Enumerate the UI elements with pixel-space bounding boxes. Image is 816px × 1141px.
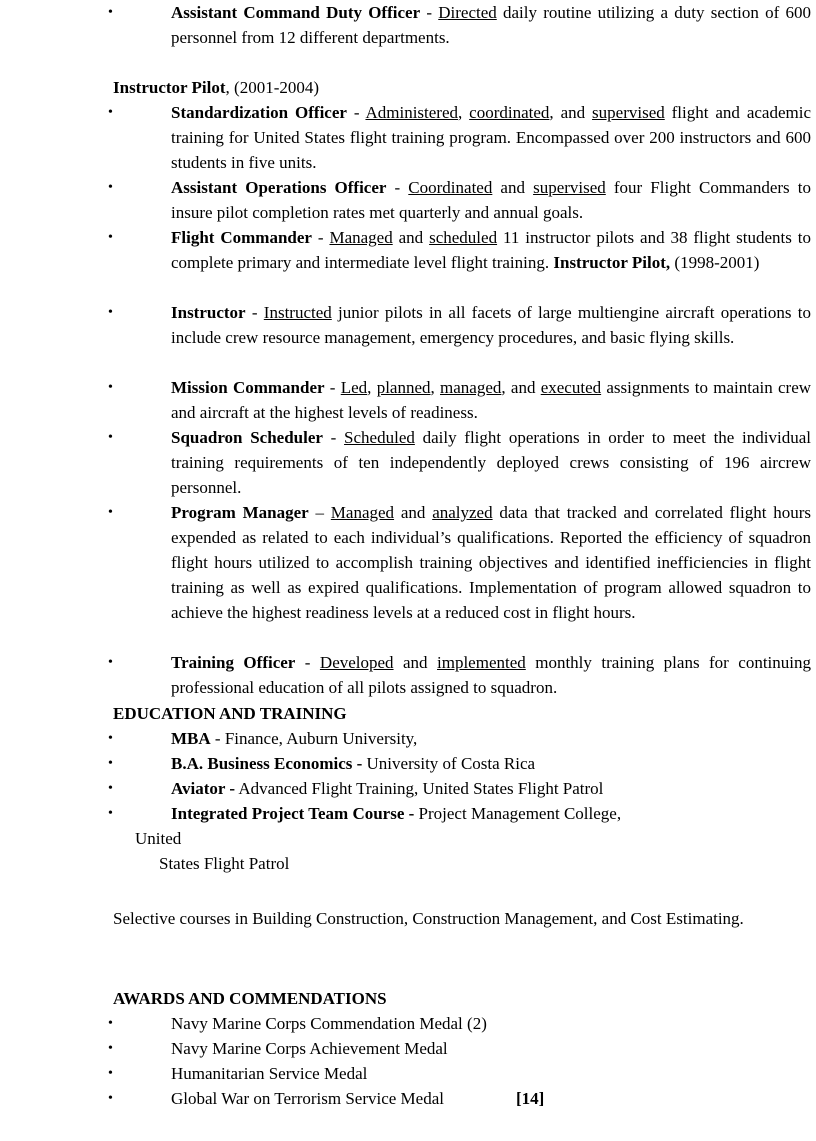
item-title: Mission Commander	[171, 378, 325, 397]
bullet: •	[108, 1041, 113, 1056]
action-verb: Developed	[319, 653, 394, 672]
page-number: [14]	[516, 1089, 545, 1108]
separator: -	[346, 103, 366, 122]
separator: -	[245, 303, 264, 322]
item-title: Squadron Scheduler	[171, 428, 323, 447]
role-heading	[113, 75, 319, 100]
item-title: Assistant Operations Officer	[171, 178, 387, 197]
bullet: •	[108, 105, 113, 120]
item-text	[171, 425, 811, 500]
inline-role-title: Instructor Pilot,	[553, 253, 671, 272]
action-verb: Administered	[365, 103, 459, 122]
action-verb: planned	[376, 378, 431, 397]
bullet: •	[108, 1066, 113, 1081]
connector: , and	[501, 378, 541, 397]
action-verb: supervised	[533, 178, 606, 197]
connector: , and	[549, 103, 593, 122]
item-text	[171, 100, 811, 175]
item-text	[171, 0, 811, 50]
separator: -	[386, 178, 409, 197]
item-title: Instructor	[171, 303, 246, 322]
item-description: assignments to maintain crew and aircraft at the highest levels of readiness.	[171, 378, 812, 422]
action-verb: implemented	[437, 653, 526, 672]
award-name: Navy Marine Corps Achievement Medal	[171, 1039, 448, 1058]
award-name: Humanitarian Service Medal	[171, 1064, 368, 1083]
item-text	[171, 801, 811, 826]
degree-detail: Advanced Flight Training, United States Flight Patrol	[235, 779, 604, 798]
separator: -	[420, 3, 439, 22]
item-text	[171, 650, 811, 700]
action-verb: Scheduled	[344, 428, 415, 447]
item-description: junior pilots in all facets of large multiengine aircraft operations to include crew resource management, emergency procedures, and basic flying skills.	[171, 303, 811, 347]
courses-paragraph: Selective courses in Building Construction, Construction Management, and Cost Estimating.	[113, 909, 744, 928]
degree-detail: - Finance, Auburn University,	[210, 729, 418, 748]
wrapped-text-line: States Flight Patrol	[159, 854, 290, 873]
connector: and	[393, 653, 438, 672]
connector: ,	[367, 378, 377, 397]
item-title: Flight Commander	[171, 228, 312, 247]
item-description: daily flight operations in order to meet the individual training requirements of ten independently deployed crews consisting of 196 aircrew personnel.	[171, 428, 811, 497]
connector: ,	[430, 378, 441, 397]
action-verb: executed	[540, 378, 602, 397]
separator: -	[324, 378, 341, 397]
item-description: 11 instructor pilots and 38 flight students to complete primary and intermediate level flight training.	[171, 228, 811, 272]
bullet: •	[108, 1091, 113, 1106]
item-title: Standardization Officer	[171, 103, 347, 122]
action-verb: managed	[440, 378, 502, 397]
bullet: •	[108, 5, 113, 20]
action-verb: Managed	[329, 228, 393, 247]
item-text	[171, 776, 811, 801]
separator: -	[322, 428, 345, 447]
bullet: •	[108, 655, 113, 670]
degree-title: B.A. Business Economics -	[171, 754, 363, 773]
item-text	[171, 375, 811, 425]
item-text	[171, 500, 811, 625]
item-text	[171, 751, 811, 776]
separator: –	[308, 503, 331, 522]
section-heading-education: EDUCATION AND TRAINING	[113, 704, 347, 723]
item-title: Assistant Command Duty Officer	[171, 3, 421, 22]
item-text	[171, 225, 811, 275]
bullet: •	[108, 806, 113, 821]
item-text	[171, 726, 811, 751]
action-verb: Coordinated	[408, 178, 493, 197]
action-verb: Instructed	[263, 303, 332, 322]
action-verb: Directed	[438, 3, 497, 22]
item-description: four Flight Commanders to insure pilot completion rates met quarterly and annual goals.	[171, 178, 811, 222]
action-verb: coordinated	[469, 103, 550, 122]
bullet: •	[108, 305, 113, 320]
bullet: •	[108, 781, 113, 796]
connector: ,	[458, 103, 470, 122]
item-text	[171, 175, 811, 225]
bullet: •	[108, 230, 113, 245]
degree-detail: Project Management College,	[414, 804, 622, 823]
degree-title: MBA	[171, 729, 211, 748]
bullet: •	[108, 505, 113, 520]
bullet: •	[108, 1016, 113, 1031]
bullet: •	[108, 180, 113, 195]
item-title: Training Officer	[171, 653, 296, 672]
inline-role-dates: (1998-2001)	[670, 253, 760, 272]
role-title: Instructor Pilot	[113, 78, 226, 97]
item-description: daily routine utilizing a duty section of 600 personnel from 12 different departments.	[171, 3, 811, 47]
degree-detail: University of Costa Rica	[362, 754, 536, 773]
item-description: data that tracked and correlated flight hours expended as related to each individual’s qualifications. Reported the efficiency of squadron flight hours utilized to accomplish training objectives and identified inefficiencies in flight training as well as expired qualifications. Implementation of program allowed squadron to achieve the highest readiness levels at a reduced cost in flight hours.	[171, 503, 812, 622]
action-verb: Led	[340, 378, 368, 397]
degree-title: Integrated Project Team Course -	[171, 804, 415, 823]
connector: and	[392, 228, 430, 247]
bullet: •	[108, 380, 113, 395]
separator: -	[295, 653, 320, 672]
role-dates: , (2001-2004)	[225, 78, 320, 97]
connector: and	[492, 178, 534, 197]
item-text	[171, 300, 811, 350]
award-name: Navy Marine Corps Commendation Medal (2)	[171, 1014, 487, 1033]
degree-title: Aviator -	[171, 779, 236, 798]
connector: and	[394, 503, 433, 522]
action-verb: analyzed	[432, 503, 493, 522]
section-heading-awards: AWARDS AND COMMENDATIONS	[113, 989, 387, 1008]
item-title: Program Manager	[171, 503, 309, 522]
action-verb: Managed	[330, 503, 395, 522]
item-description: flight and academic training for United States flight training program. Encompassed over 200 instructors and 600 students in five units.	[171, 103, 811, 172]
award-name: Global War on Terrorism Service Medal	[171, 1089, 444, 1108]
action-verb: supervised	[592, 103, 665, 122]
action-verb: scheduled	[429, 228, 498, 247]
wrapped-text-line: United	[135, 829, 182, 848]
bullet: •	[108, 756, 113, 771]
bullet: •	[108, 430, 113, 445]
item-description: monthly training plans for continuing professional education of all pilots assigned to squadron.	[171, 653, 812, 697]
separator: -	[311, 228, 330, 247]
bullet: •	[108, 731, 113, 746]
